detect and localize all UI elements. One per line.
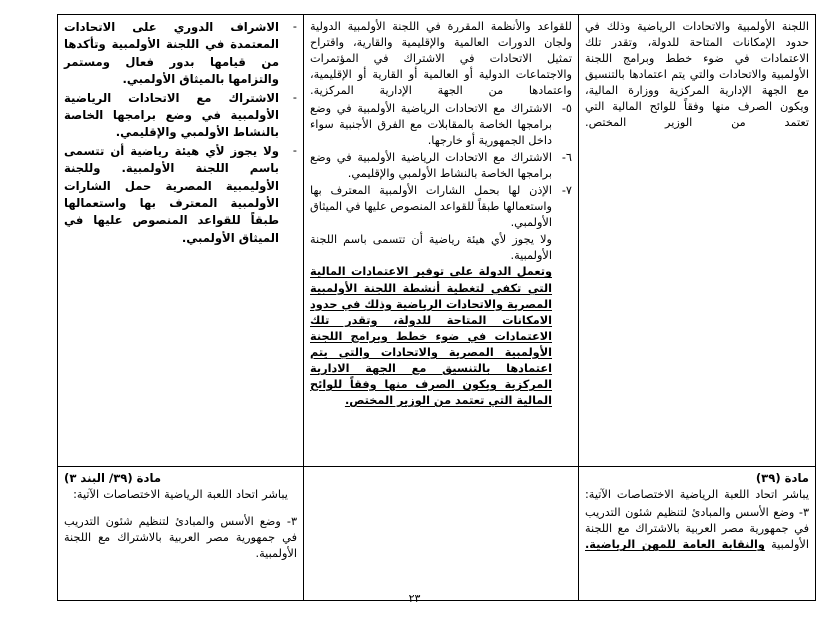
list-marker: - (292, 20, 297, 33)
cell-left-main (58, 15, 304, 467)
clause-marker: ٣- (798, 506, 810, 520)
cell-middle-article (304, 467, 579, 601)
list-marker: ٦- (561, 151, 572, 165)
list-item (310, 101, 572, 149)
list-item-text: الاشتراك مع الاتحادات الرياضية الأولمبية في وضع برامجها الخاصة بالنشاط الأولمبي والإقليمي. (64, 90, 279, 140)
right-main-paragraph: اللجنة الأولمبية والاتحادات الرياضية وذلك في حدود الإمكانات المتاحة للدولة، وتقدر تلك الاعتمادات في ضوء خطط وبرامج اللجنة الأولمبية والاتحادات والتي يتم اعتمادها بالتنسيق مع الجهة الإدارية المركزية ووزارة المالية، ويكون الصرف منها وفقاً للوائح المالية التي تعتمد من الوزير المختص. (585, 20, 809, 130)
clause-text: وضع الأسس والمبادئ لتنظيم شئون التدريب في جمهورية مصر العربية بالاشتراك مع اللجنة الأولمبية. (64, 515, 297, 561)
list-marker: ٥- (561, 102, 572, 116)
middle-emphasized-paragraph: وتعمل الدولة على توفير الاعتمادات المالية التي تكفي لتغطية أنشطة اللجنة الأولمبية المصرية والاتحادات الرياضية وذلك في حدود الامكانات المتاحة للدولة، وتقدر تلك الاعتمادات في ضوء خطط وبرامج اللجنة الأولمبية المصرية والاتحادات والتي يتم اعتمادها بالتنسيق مع الجهة الادارية المركزية ويكون الصرف منها وفقاً للوائح المالية التي تعتمد من الوزير المختص. (310, 265, 552, 407)
list-item (310, 183, 572, 231)
article-lead-left: يباشر اتحاد اللعبة الرياضية الاختصاصات الآتية: (73, 488, 288, 501)
list-item (64, 19, 297, 89)
table-row-main (58, 15, 816, 467)
list-item-text: الاشراف الدوري على الاتحادات المعتمدة في اللجنة الأولمبية وتأكدها من قيامها بدور فعال ومستمر والتزامها بالميثاق الأولمبي. (64, 20, 279, 87)
list-item (310, 150, 572, 182)
spacer (64, 505, 297, 514)
comparison-table (57, 14, 816, 601)
list-item-text: الاشتراك مع الاتحادات الرياضية الأولمبية في وضع برامجها الخاصة بالمقابلات مع الفرق الأجنبية سواء داخل الجمهورية أو خارجها. (310, 102, 552, 148)
list-item-text: ولا يجوز لأي هيئة رياضية أن تتسمى باسم اللجنة الأولمبية. وللجنة الأوليمبية المصرية حمل الشارات الأولمبية المعترف بها واستعمالها طبقاً للقواعد المنصوص عليها في الميثاق الأولمبي. (64, 143, 279, 245)
list-marker: - (292, 90, 297, 104)
list-item-text: الاشتراك مع الاتحادات الرياضية الأولمبية في وضع برامجها الخاصة بالنشاط الأولمبي والإقليمي. (310, 151, 552, 181)
article-title-left: مادة (٣٩/ البند ٣) (64, 471, 162, 485)
list-item-text: الإذن لها بحمل الشارات الأولمبية المعترف بها واستعمالها طبقاً للقواعد المنصوص عليها في الميثاق الأولمبي. (310, 184, 552, 230)
middle-closing-paragraph: ولا يجوز لأي هيئة رياضية أن تتسمى باسم اللجنة الأولمبية. (310, 233, 552, 263)
left-dash-list (64, 19, 297, 247)
clause-text-plain: وضع الأسس والمبادئ لتنظيم شئون التدريب في جمهورية مصر العربية بالاشتراك مع اللجنة الأولمبية (585, 506, 809, 552)
article-clause-right (585, 505, 809, 553)
middle-lead-paragraph: للقواعد والأنظمة المقررة في اللجنة الأولمبية الدولية ولجان الدورات العالمية والإقليمية والقارية، واقتراح تمثيل الاتحادات في الاشتراك في المؤتمرات والاجتماعات الدولية أو العالمية أو القارية أو الإقليمية، واعتمادها من الجهة الإدارية المركزية. (310, 20, 572, 98)
middle-numbered-list (310, 101, 572, 231)
cell-right-article (579, 467, 816, 601)
cell-right-main (579, 15, 816, 467)
article-lead-right: يباشر اتحاد اللعبة الرياضية الاختصاصات الآتية: (585, 488, 809, 501)
list-marker: ٧- (561, 184, 572, 198)
clause-text-emphasis: والنقابة العامة للمهن الرياضية. (585, 538, 765, 552)
table-row-article (58, 467, 816, 601)
article-title-right: مادة (٣٩) (755, 471, 809, 485)
cell-left-article (58, 467, 304, 601)
list-item (64, 143, 297, 247)
cell-middle-main (304, 15, 579, 467)
article-clause-left (64, 514, 297, 562)
clause-marker: ٣- (286, 515, 298, 529)
page-number: ٢٣ (408, 592, 421, 605)
list-item (64, 90, 297, 142)
list-marker: - (292, 143, 297, 157)
